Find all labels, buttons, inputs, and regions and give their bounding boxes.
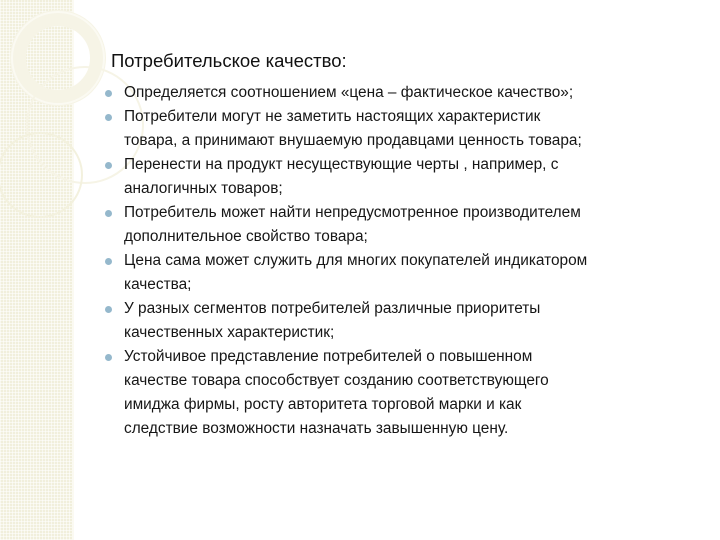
bullet-text-line: аналогичных товаров; xyxy=(124,180,283,197)
bullet-text-line: Потребитель может найти непредусмотренное производителем xyxy=(124,204,581,221)
bullet-item xyxy=(104,81,704,105)
bullet-text-line: Перенести на продукт несуществующие черты , например, с xyxy=(124,156,559,173)
bullet-text-line: У разных сегментов потребителей различные приоритеты xyxy=(124,300,541,317)
bullet-dot-icon xyxy=(105,354,112,361)
bullet-item xyxy=(104,297,704,345)
bullet-text-line: дополнительное свойство товара; xyxy=(124,228,368,245)
bullet-dot-icon xyxy=(105,90,112,97)
bullet-text-line: Определяется соотношением «цена – фактическое качество»; xyxy=(124,84,574,101)
bullet-text-line: Цена сама может служить для многих покупателей индикатором xyxy=(124,252,588,269)
bullet-item xyxy=(104,105,704,153)
bullet-item xyxy=(104,201,704,249)
bullet-item xyxy=(104,153,704,201)
bullet-text-line: качественных характеристик; xyxy=(124,324,335,341)
bullet-dot-icon xyxy=(105,210,112,217)
slide-title: Потребительское качество: xyxy=(111,50,347,71)
bullet-text-line: следствие возможности назначать завышенную цену. xyxy=(124,420,509,437)
bullet-text-line: качества; xyxy=(124,276,192,293)
bullet-item xyxy=(104,249,704,297)
bullet-dot-icon xyxy=(105,114,112,121)
bullet-list xyxy=(104,81,704,441)
bullet-item xyxy=(104,345,704,441)
bullet-text-line: качестве товара способствует созданию соответствующего xyxy=(124,372,549,389)
bullet-text-line: Потребители могут не заметить настоящих характеристик xyxy=(124,108,541,125)
bullet-dot-icon xyxy=(105,162,112,169)
bullet-dot-icon xyxy=(105,306,112,313)
bullet-dot-icon xyxy=(105,258,112,265)
bullet-text-line: товара, а принимают внушаемую продавцами ценность товара; xyxy=(124,132,582,149)
bullet-text-line: Устойчивое представление потребителей о повышенном xyxy=(124,348,533,365)
bullet-text-line: имиджа фирмы, росту авторитета торговой марки и как xyxy=(124,396,522,413)
